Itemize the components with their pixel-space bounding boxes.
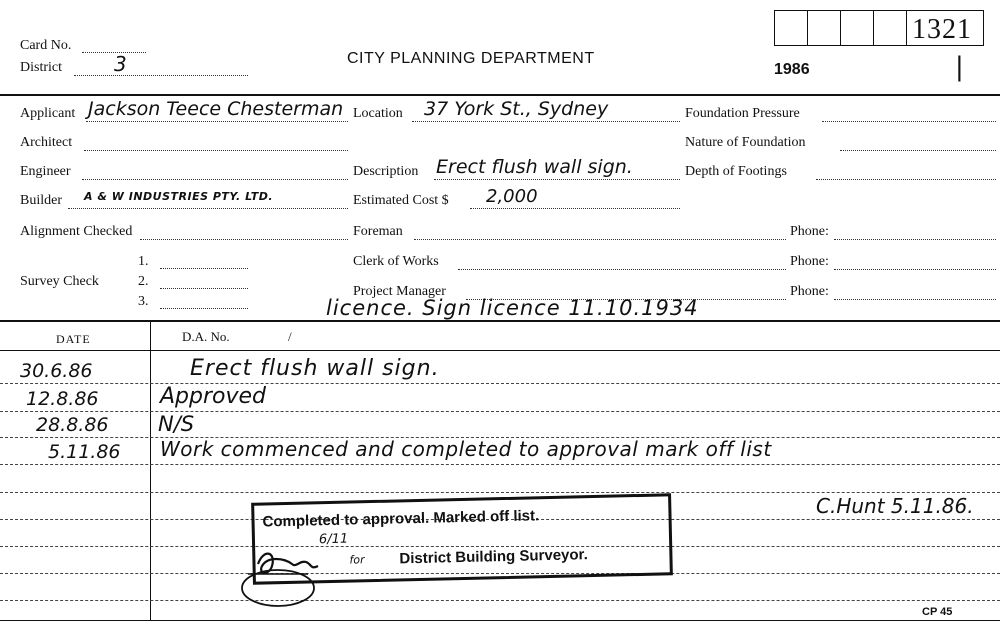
stamp-line-2: District Building Surveyor. [399,546,588,568]
survey-line-1 [160,268,248,269]
foreman-phone-label: Phone: [790,224,829,239]
depth-line [816,179,996,180]
header-divider [0,94,1000,96]
architect-line [84,150,348,151]
cost-label: Estimated Cost $ [353,193,449,208]
foreman-label: Foreman [353,224,403,239]
foundation-pressure-line [822,121,996,122]
pm-label: Project Manager [353,284,446,299]
log-entry-date: 5.11.86 [48,441,121,463]
survey-item-2: 2. [138,274,149,289]
log-header-rule [0,350,1000,351]
log-entry-date: 12.8.86 [26,388,99,410]
signature-mark [236,530,356,612]
builder-value: A & W INDUSTRIES PTY. LTD. [84,190,274,203]
number-box-2 [807,10,841,46]
description-value: Erect flush wall sign. [436,156,633,178]
nature-line [840,150,996,151]
applicant-value: Jackson Teece Chesterman [88,98,344,120]
clerk-line [458,269,786,270]
clerk-phone-label: Phone: [790,254,829,269]
foreman-phone-line [834,239,996,240]
da-value: / [288,329,292,344]
card-number-mark: | [955,52,964,82]
cost-line [470,208,680,209]
description-line [434,179,680,180]
date-column-divider [150,320,151,620]
alignment-line [140,239,348,240]
description-label: Description [353,164,419,179]
pm-phone-label: Phone: [790,284,829,299]
cost-value: 2,000 [486,186,538,207]
foreman-line [414,239,786,240]
date-header: DATE [56,332,91,346]
log-rule [0,464,1000,465]
district-value: 3 [114,52,127,76]
alignment-label: Alignment Checked [20,224,133,239]
log-entry-date: 30.6.86 [20,360,93,382]
stamp-line-1: Completed to approval. Marked off list. [262,507,540,531]
district-line [74,75,248,76]
pm-phone-line [834,299,996,300]
depth-label: Depth of Footings [685,164,787,179]
stamp-signature-prefix: for [349,553,365,567]
architect-label: Architect [20,135,73,150]
year-label: 1986 [774,61,810,78]
engineer-label: Engineer [20,164,71,179]
engineer-line [82,179,348,180]
builder-line [68,208,348,209]
da-header: D.A. No. [182,329,230,344]
foundation-pressure-label: Foundation Pressure [685,106,800,121]
log-rule [0,600,1000,601]
initials-date: C.Hunt 5.11.86. [816,494,974,518]
log-entry-text: Work commenced and completed to approval mark off list [160,437,772,461]
applicant-label: Applicant [20,106,76,121]
licence-note: licence. Sign licence 11.10.1934 [326,296,699,320]
number-box-1 [774,10,808,46]
card-number: 1321 [912,14,972,45]
log-rule [0,411,1000,412]
number-box-4 [873,10,907,46]
log-rule [0,492,1000,493]
card-no-label: Card No. [20,38,72,53]
number-box-3 [840,10,874,46]
stamp-signature-date: 6/11 [318,531,349,548]
survey-label: Survey Check [20,274,99,289]
location-label: Location [353,106,403,121]
log-entry-text: Erect flush wall sign. [190,356,440,381]
clerk-label: Clerk of Works [353,254,439,269]
log-entry-text: Approved [160,384,267,409]
survey-item-1: 1. [138,254,149,269]
location-line [412,121,680,122]
nature-label: Nature of Foundation [685,135,806,150]
log-bottom-rule [0,620,1000,621]
log-entry-text: N/S [158,412,195,436]
district-label: District [20,60,62,75]
location-value: 37 York St., Sydney [424,98,609,120]
survey-line-3 [160,308,248,309]
applicant-line [86,121,348,122]
survey-line-2 [160,288,248,289]
builder-label: Builder [20,193,62,208]
form-code: CP 45 [922,606,953,618]
log-entry-date: 28.8.86 [36,414,109,436]
department-title: CITY PLANNING DEPARTMENT [347,50,595,67]
clerk-phone-line [834,269,996,270]
survey-item-3: 3. [138,294,149,309]
log-rule [0,383,1000,384]
